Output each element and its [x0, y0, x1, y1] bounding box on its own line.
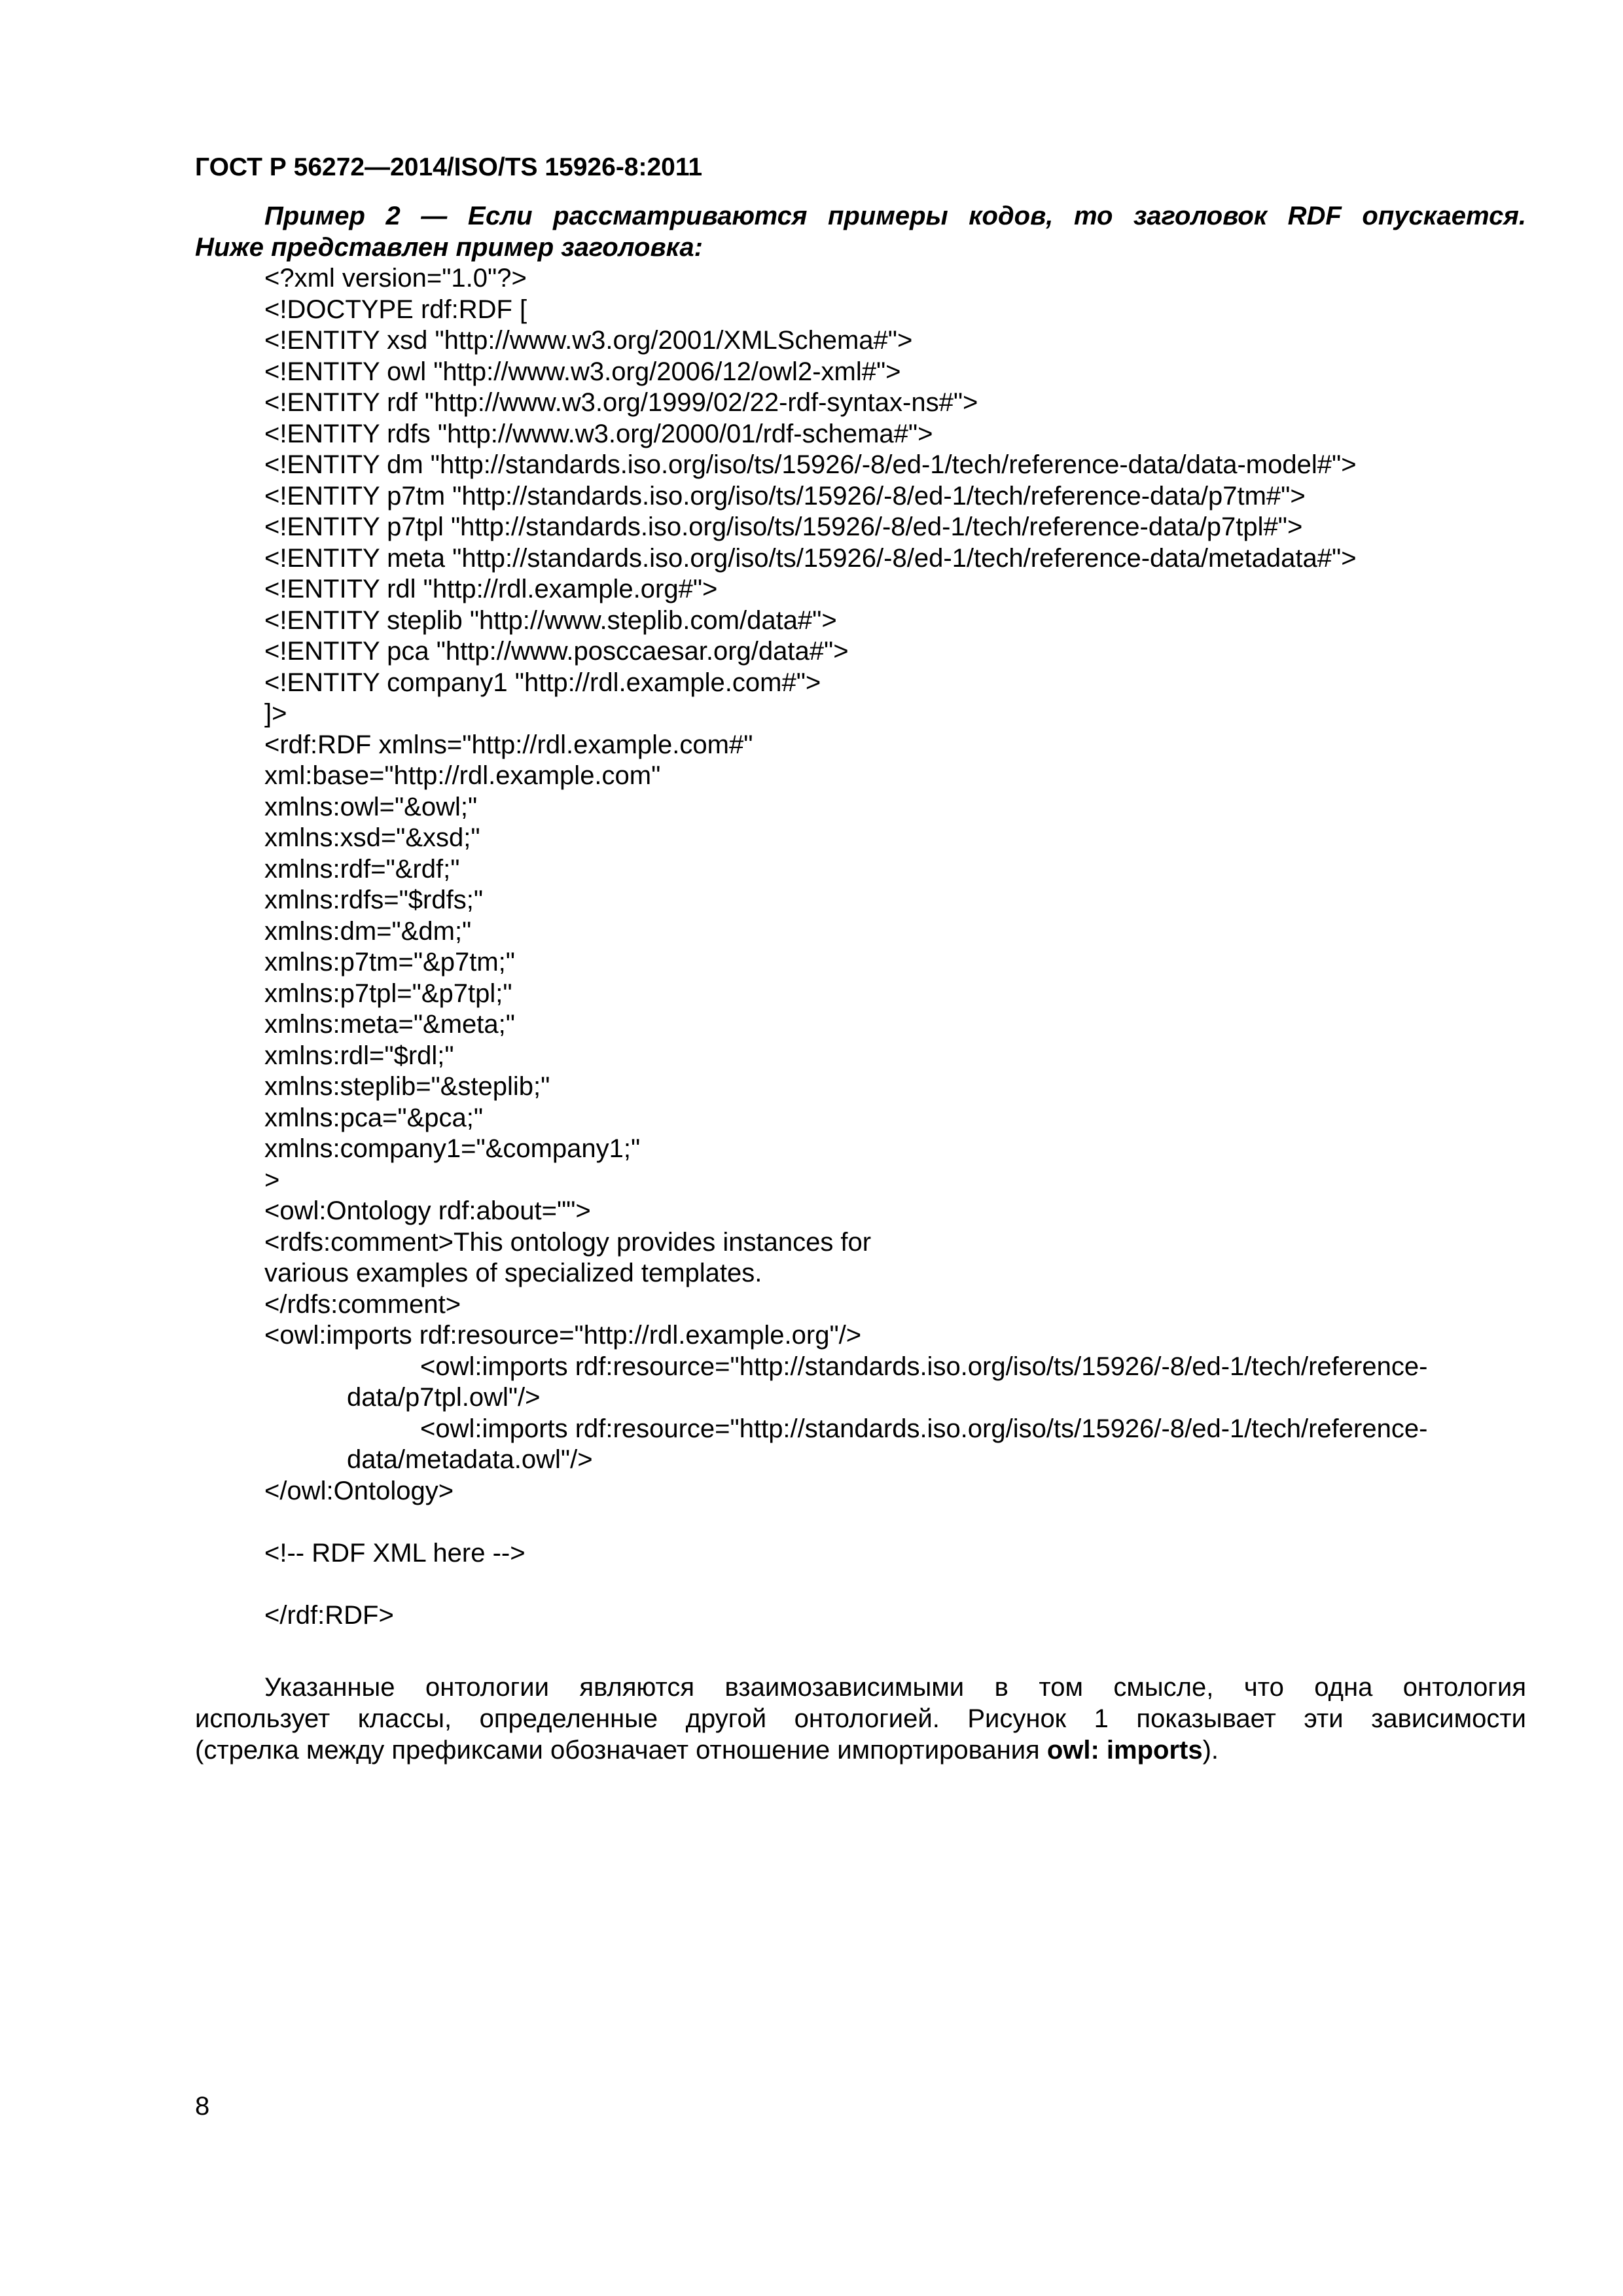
paragraph-line-3: [195, 1734, 1526, 1766]
code-line: xmlns:meta="&meta;": [264, 1010, 515, 1039]
standard-header: ГОСТ Р 56272—2014/ISO/TS 15926-8:2011: [195, 153, 703, 181]
owl-imports-term: owl: imports: [1046, 1736, 1203, 1765]
code-line: xmlns:dm="&dm;": [264, 916, 472, 946]
code-line: xml:base="http://rdl.example.com": [264, 761, 661, 790]
code-line: <!DOCTYPE rdf:RDF [: [264, 295, 527, 324]
paragraph-line-2: использует классы, определенные другой онтологией. Рисунок 1 показывает эти зависимости: [195, 1704, 1526, 1733]
code-line: </rdf:RDF>: [264, 1600, 394, 1630]
code-line: data/p7tpl.owl"/>: [347, 1383, 541, 1412]
code-line: xmlns:steplib="&steplib;": [264, 1072, 550, 1101]
code-line: <owl:imports rdf:resource="http://rdl.example.org"/>: [264, 1321, 862, 1350]
code-line: <!ENTITY rdf "http://www.w3.org/1999/02/22-rdf-syntax-ns#">: [264, 388, 978, 417]
code-line: xmlns:rdl="$rdl;": [264, 1041, 454, 1070]
code-line: <!ENTITY p7tpl "http://standards.iso.org/iso/ts/15926/-8/ed-1/tech/reference-data/p7tpl#">: [264, 512, 1303, 541]
code-line: <owl:imports rdf:resource="http://standards.iso.org/iso/ts/15926/-8/ed-1/tech/reference-: [420, 1414, 1428, 1443]
example-heading: [195, 201, 1526, 263]
paragraph-line-1: Указанные онтологии являются взаимозависимыми в том смысле, что одна онтология: [264, 1673, 1526, 1702]
code-line: xmlns:rdf="&rdf;": [264, 854, 460, 884]
code-line: <!-- RDF XML here -->: [264, 1538, 526, 1568]
example-heading-line-2: Ниже представлен пример заголовка:: [195, 232, 703, 262]
code-line: <!ENTITY owl "http://www.w3.org/2006/12/owl2-xml#">: [264, 357, 901, 386]
code-line: </rdfs:comment>: [264, 1289, 461, 1319]
code-line: >: [264, 1165, 280, 1194]
code-line: <!ENTITY p7tm "http://standards.iso.org/iso/ts/15926/-8/ed-1/tech/reference-data/p7tm#">: [264, 481, 1306, 511]
code-line: <rdf:RDF xmlns="http://rdl.example.com#": [264, 730, 753, 759]
code-line: xmlns:owl="&owl;": [264, 792, 478, 821]
code-blank-line: [264, 1569, 1541, 1600]
code-line: data/metadata.owl"/>: [347, 1445, 593, 1474]
code-line: xmlns:p7tm="&p7tm;": [264, 948, 515, 977]
rdf-header-code-block: [264, 263, 1541, 1631]
code-line: <rdfs:comment>This ontology provides instances for: [264, 1227, 872, 1257]
dependency-paragraph: [195, 1672, 1526, 1766]
example-heading-line-1: Пример 2 — Если рассматриваются примеры кодов, то заголовок RDF опускается.: [264, 202, 1526, 230]
code-line: <!ENTITY rdl "http://rdl.example.org#">: [264, 575, 718, 603]
code-line: <!ENTITY company1 "http://rdl.example.com#">: [264, 668, 821, 697]
code-blank-line: [264, 1507, 1541, 1538]
code-line: <!ENTITY rdfs "http://www.w3.org/2000/01/rdf-schema#">: [264, 419, 933, 448]
code-line: </owl:Ontology>: [264, 1476, 454, 1505]
code-line: <!ENTITY dm "http://standards.iso.org/iso/ts/15926/-8/ed-1/tech/reference-data/data-model#">: [264, 450, 1357, 479]
code-line: xmlns:xsd="&xsd;": [264, 823, 480, 852]
code-line: <!ENTITY xsd "http://www.w3.org/2001/XMLSchema#">: [264, 326, 913, 355]
code-line: <!ENTITY meta "http://standards.iso.org/iso/ts/15926/-8/ed-1/tech/reference-data/metadata#">: [264, 543, 1357, 573]
paragraph-line-3-text: (стрелка между префиксами обозначает отношение импортирования: [195, 1736, 1047, 1765]
code-line: various examples of specialized templates.: [264, 1259, 762, 1287]
code-line: <owl:imports rdf:resource="http://standards.iso.org/iso/ts/15926/-8/ed-1/tech/reference-: [420, 1352, 1428, 1381]
code-line: xmlns:p7tpl="&p7tpl;": [264, 978, 512, 1008]
code-line: xmlns:pca="&pca;": [264, 1103, 484, 1132]
page-number: 8: [195, 2092, 210, 2121]
code-line: xmlns:rdfs="$rdfs;": [264, 886, 484, 914]
code-line: <owl:Ontology rdf:about="">: [264, 1196, 591, 1225]
paragraph-line-3-end: ).: [1202, 1736, 1219, 1765]
code-line: <!ENTITY steplib "http://www.steplib.com/data#">: [264, 605, 837, 635]
code-line: <?xml version="1.0"?>: [264, 264, 527, 293]
code-line: <!ENTITY pca "http://www.posccaesar.org/data#">: [264, 637, 849, 666]
code-line: ]>: [264, 699, 287, 728]
code-line: xmlns:company1="&company1;": [264, 1134, 641, 1163]
